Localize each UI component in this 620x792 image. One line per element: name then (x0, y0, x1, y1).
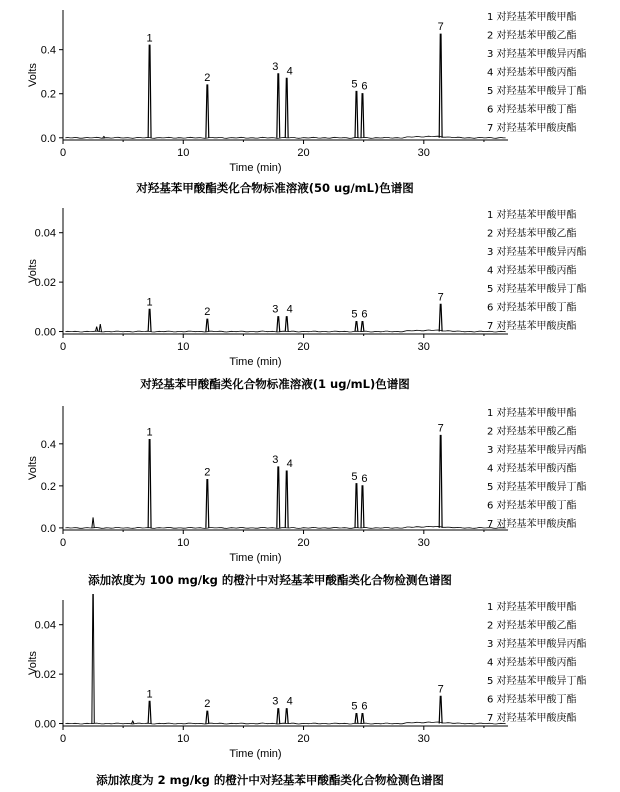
chromatogram-peak-6 (361, 486, 364, 528)
x-tick-label: 0 (59, 341, 67, 353)
x-axis-label: Time (min) (229, 748, 282, 760)
y-tick-label: 0.04 (34, 227, 56, 240)
legend-entry-4: 4 对羟基苯甲酸丙酯 (487, 657, 577, 669)
legend-entry-2: 2 对羟基苯甲酸乙酯 (487, 30, 577, 42)
chromatogram-peak-2 (206, 711, 209, 723)
x-tick-label: 0 (59, 147, 67, 159)
y-axis-label: Volts (27, 259, 39, 283)
legend-entry-4: 4 对羟基苯甲酸丙酯 (487, 67, 577, 79)
chart-caption: 添加浓度为 100 mg/kg 的橙汁中对羟基苯甲酸酯类化合物检测色谱图 (88, 573, 452, 587)
chromatogram-peak-5 (355, 92, 358, 138)
x-axis-label: Time (min) (229, 552, 282, 564)
y-tick-label: 0.0 (40, 132, 56, 145)
chromatogram-peak-3 (277, 709, 280, 724)
legend-entry-2: 2 对羟基苯甲酸乙酯 (487, 228, 577, 240)
legend-entry-5: 5 对羟基苯甲酸异丁酯 (487, 86, 587, 97)
peak-label-6: 6 (361, 80, 368, 93)
chromatogram-peak-2 (206, 319, 209, 331)
peak-label-7: 7 (437, 683, 444, 696)
chromatogram-peak-6 (361, 94, 364, 138)
x-tick-label: 0 (59, 733, 67, 745)
chromatogram-peak-7 (439, 34, 442, 138)
y-tick-label: 0.4 (40, 438, 56, 451)
legend-entry-6: 6 对羟基苯甲酸丁酯 (487, 694, 577, 706)
x-tick-label: 10 (177, 537, 190, 549)
x-tick-label: 10 (177, 147, 190, 159)
chromatogram-peak-5 (355, 714, 358, 724)
x-tick-label: 20 (297, 147, 310, 159)
legend-entry-1: 1 对羟基苯甲酸甲酯 (487, 602, 577, 613)
legend-entry-1: 1 对羟基苯甲酸甲酯 (487, 12, 577, 23)
chromatogram-peak-6 (361, 714, 364, 724)
peak-label-5: 5 (351, 700, 358, 713)
peak-label-5: 5 (351, 78, 358, 91)
x-tick-label: 30 (417, 341, 430, 353)
peak-label-5: 5 (351, 470, 358, 483)
peak-label-6: 6 (361, 308, 368, 321)
y-tick-label: 0.0 (40, 522, 56, 535)
x-axis-label: Time (min) (229, 356, 282, 368)
peak-label-2: 2 (204, 466, 211, 479)
chromatogram-minor-peak (103, 136, 105, 137)
chromatogram-peak-4 (285, 709, 288, 724)
legend-entry-1: 1 对羟基苯甲酸甲酯 (487, 408, 577, 419)
chromatogram-panel-2 (0, 198, 620, 396)
chromatogram-peak-3 (277, 74, 280, 138)
chart-caption: 添加浓度为 2 mg/kg 的橙汁中对羟基苯甲酸酯类化合物检测色谱图 (96, 773, 444, 787)
peak-label-4: 4 (286, 695, 293, 708)
legend-entry-2: 2 对羟基苯甲酸乙酯 (487, 426, 577, 438)
y-tick-label: 0.02 (34, 669, 56, 682)
peak-label-1: 1 (146, 426, 153, 439)
chromatogram-peak-5 (355, 322, 358, 332)
chromatogram-minor-peak (92, 517, 94, 528)
x-tick-label: 20 (297, 537, 310, 549)
chart-caption: 对羟基苯甲酸酯类化合物标准溶液(1 ug/mL)色谱图 (140, 377, 410, 391)
legend-entry-6: 6 对羟基苯甲酸丁酯 (487, 500, 577, 512)
legend-entry-2: 2 对羟基苯甲酸乙酯 (487, 620, 577, 632)
legend-entry-6: 6 对羟基苯甲酸丁酯 (487, 104, 577, 116)
chromatogram-peak-4 (285, 78, 288, 137)
x-tick-label: 30 (417, 733, 430, 745)
legend-entry-5: 5 对羟基苯甲酸异丁酯 (487, 284, 587, 295)
x-tick-label: 10 (177, 733, 190, 745)
chromatogram-minor-peak (132, 721, 134, 723)
chromatogram-peak-7 (439, 696, 442, 723)
legend-entry-4: 4 对羟基苯甲酸丙酯 (487, 265, 577, 277)
peak-label-3: 3 (272, 453, 279, 466)
peak-label-4: 4 (286, 65, 293, 78)
x-tick-label: 20 (297, 341, 310, 353)
chromatogram-peak-1 (148, 309, 151, 331)
chromatogram-minor-peak (99, 324, 101, 331)
legend-entry-1: 1 对羟基苯甲酸甲酯 (487, 210, 577, 221)
peak-label-7: 7 (437, 291, 444, 304)
peak-label-4: 4 (286, 303, 293, 316)
y-tick-label: 0.4 (40, 44, 56, 57)
peak-label-4: 4 (286, 458, 293, 471)
chromatogram-peak-2 (206, 480, 209, 528)
legend-entry-4: 4 对羟基苯甲酸丙酯 (487, 463, 577, 475)
peak-label-2: 2 (204, 306, 211, 319)
chromatogram-peak-1 (148, 45, 151, 138)
chromatogram-peak-3 (277, 317, 280, 332)
peak-label-2: 2 (204, 698, 211, 711)
chromatogram-panel-1 (0, 0, 620, 198)
peak-label-3: 3 (272, 303, 279, 316)
legend-entry-7: 7 对羟基苯甲酸庚酯 (487, 713, 577, 724)
peak-label-5: 5 (351, 308, 358, 321)
peak-label-1: 1 (146, 296, 153, 309)
legend-entry-7: 7 对羟基苯甲酸庚酯 (487, 519, 577, 530)
legend-entry-3: 3 对羟基苯甲酸异丙酯 (487, 247, 587, 258)
chromatogram-panel-4 (0, 594, 620, 792)
legend-entry-5: 5 对羟基苯甲酸异丁酯 (487, 482, 587, 493)
x-axis-label: Time (min) (229, 162, 282, 174)
peak-label-1: 1 (146, 32, 153, 45)
peak-label-1: 1 (146, 688, 153, 701)
chromatogram-peak-2 (206, 85, 209, 138)
peak-label-7: 7 (437, 422, 444, 435)
x-tick-label: 0 (59, 537, 67, 549)
y-tick-label: 0.2 (40, 480, 56, 493)
y-axis-label: Volts (27, 651, 39, 675)
legend-entry-7: 7 对羟基苯甲酸庚酯 (487, 321, 577, 332)
legend-entry-6: 6 对羟基苯甲酸丁酯 (487, 302, 577, 314)
x-tick-label: 30 (417, 537, 430, 549)
y-tick-label: 0.2 (40, 88, 56, 101)
chromatogram-peak-7 (439, 304, 442, 331)
chromatogram-peak-5 (355, 484, 358, 528)
x-tick-label: 30 (417, 147, 430, 159)
peak-label-2: 2 (204, 71, 211, 84)
y-axis-label: Volts (27, 63, 39, 87)
legend-entry-5: 5 对羟基苯甲酸异丁酯 (487, 676, 587, 687)
chromatogram-peak-4 (285, 317, 288, 332)
y-tick-label: 0.00 (34, 326, 56, 339)
x-tick-label: 10 (177, 341, 190, 353)
chromatogram-peak-6 (361, 322, 364, 332)
chromatogram-minor-peak (92, 594, 94, 724)
peak-label-7: 7 (437, 21, 444, 34)
peak-label-3: 3 (272, 60, 279, 73)
chromatogram-peak-1 (148, 701, 151, 723)
y-axis-label: Volts (27, 456, 39, 480)
peak-label-6: 6 (361, 700, 368, 713)
x-tick-label: 20 (297, 733, 310, 745)
chromatogram-peak-4 (285, 471, 288, 528)
legend-entry-3: 3 对羟基苯甲酸异丙酯 (487, 639, 587, 650)
legend-entry-3: 3 对羟基苯甲酸异丙酯 (487, 49, 587, 60)
legend-entry-7: 7 对羟基苯甲酸庚酯 (487, 123, 577, 134)
chart-caption: 对羟基苯甲酸酯类化合物标准溶液(50 ug/mL)色谱图 (136, 181, 414, 195)
legend-entry-3: 3 对羟基苯甲酸异丙酯 (487, 445, 587, 456)
peak-label-3: 3 (272, 695, 279, 708)
y-tick-label: 0.04 (34, 619, 56, 632)
peak-label-6: 6 (361, 472, 368, 485)
chromatogram-peak-1 (148, 440, 151, 528)
chromatogram-peak-7 (439, 435, 442, 527)
chromatogram-panel-3 (0, 396, 620, 594)
chromatogram-peak-3 (277, 467, 280, 528)
y-tick-label: 0.00 (34, 718, 56, 731)
y-tick-label: 0.02 (34, 277, 56, 290)
